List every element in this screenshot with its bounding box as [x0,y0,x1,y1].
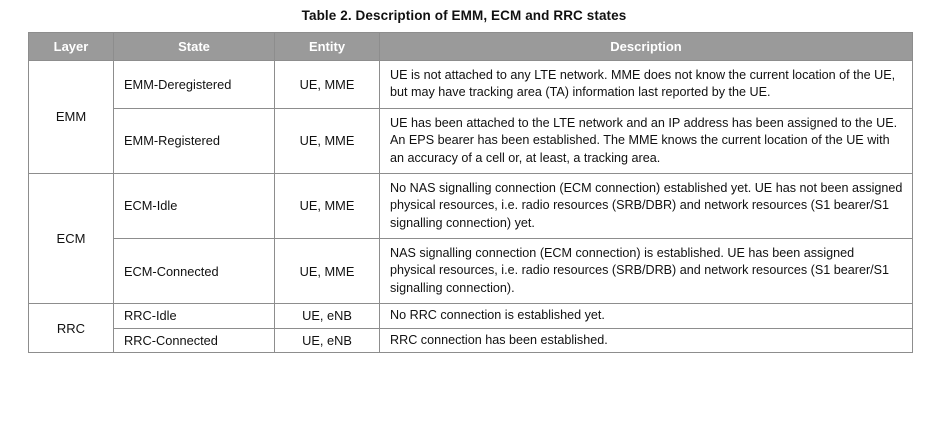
state-cell: RRC-Idle [114,304,275,328]
layer-cell-ecm: ECM [29,173,114,303]
state-cell: ECM-Idle [114,173,275,238]
entity-cell: UE, eNB [275,328,380,352]
column-header-layer: Layer [29,33,114,61]
table-row [29,328,913,352]
table-row [29,173,913,238]
table-body [29,61,913,353]
table-row [29,239,913,304]
entity-cell: UE, MME [275,239,380,304]
state-cell: EMM-Deregistered [114,61,275,109]
table-header [29,33,913,61]
table-row [29,108,913,173]
description-cell: No RRC connection is established yet. [380,304,913,328]
state-cell: ECM-Connected [114,239,275,304]
entity-cell: UE, MME [275,173,380,238]
state-cell: EMM-Registered [114,108,275,173]
description-cell: UE has been attached to the LTE network and an IP address has been assigned to the UE. An EPS bearer has been established. The MME knows the current location of the UE with an accuracy of a cell or, at least, a tracking area. [380,108,913,173]
layer-cell-rrc: RRC [29,304,114,353]
table-header-row [29,33,913,61]
table-row [29,304,913,328]
entity-cell: UE, eNB [275,304,380,328]
description-cell: UE is not attached to any LTE network. MME does not know the current location of the UE, but may have tracking area (TA) information last reported by the UE. [380,61,913,109]
states-table [28,32,913,353]
column-header-description: Description [380,33,913,61]
description-cell: RRC connection has been established. [380,328,913,352]
table-caption: Table 2. Description of EMM, ECM and RRC states [301,8,627,23]
table-row [29,61,913,109]
entity-cell: UE, MME [275,108,380,173]
column-header-entity: Entity [275,33,380,61]
description-cell: No NAS signalling connection (ECM connection) established yet. UE has not been assigned physical resources, i.e. radio resources (SRB/DBR) and network resources (S1 bearer/S1 signalling connection) yet. [380,173,913,238]
description-cell: NAS signalling connection (ECM connection) is established. UE has been assigned physical resources, i.e. radio resources (SRB/DRB) and network resources (S1 bearer/S1 signalling connection). [380,239,913,304]
layer-cell-emm: EMM [29,61,114,174]
state-cell: RRC-Connected [114,328,275,352]
entity-cell: UE, MME [275,61,380,109]
column-header-state: State [114,33,275,61]
